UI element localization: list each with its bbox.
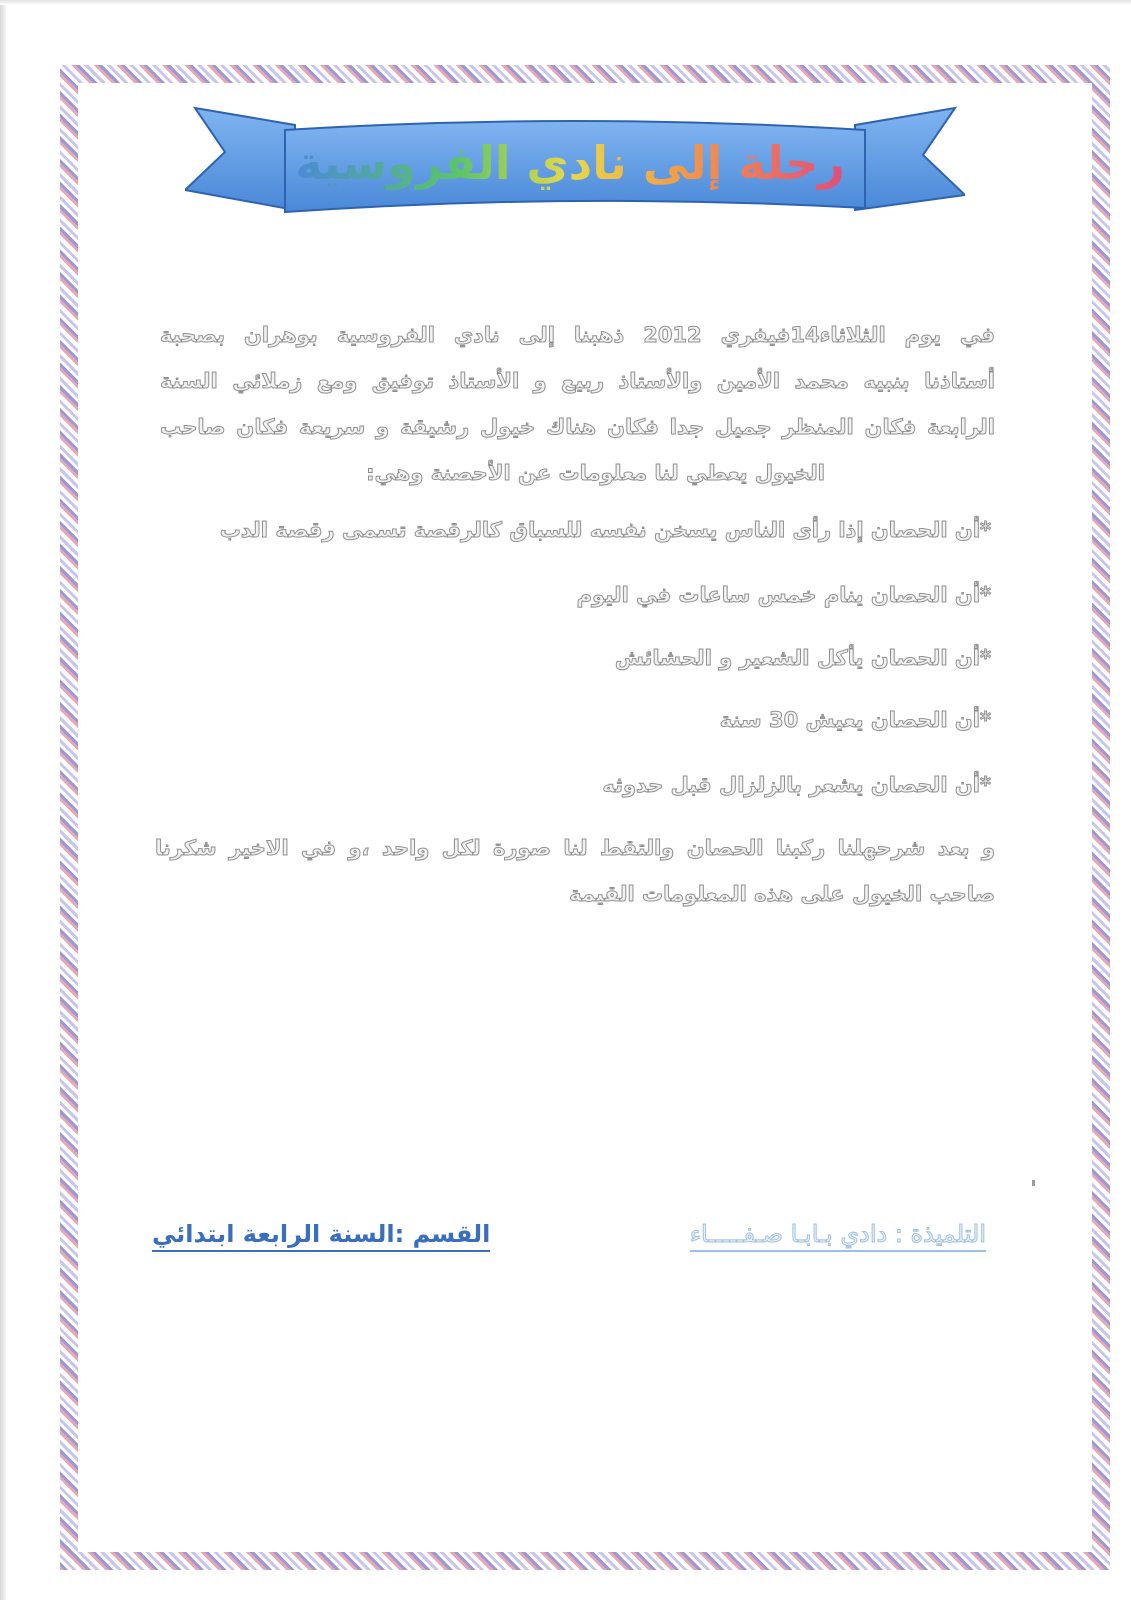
intro-line: أستاذنا بنبيه محمد الأمين والأستاذ ربيع و الأستاذ توفيق ومع زملائي السنة <box>160 369 995 393</box>
fact-item: *أن الحصان يعيش 30 سنة <box>719 708 991 732</box>
page-title: رحلة إلى نادي الفروسية <box>290 128 850 198</box>
scan-edge-left <box>0 0 6 1600</box>
scan-speck <box>1032 1180 1035 1186</box>
closing-line: صاحب الخيول على هذه المعلومات القيمة <box>569 882 995 906</box>
class-label: القسم :السنة الرابعة ابتدائي <box>152 1220 490 1252</box>
intro-line: الرابعة فكان المنظر جميل جدا فكان هناك خيول رشيقة و سريعة فكان صاحب <box>160 415 995 439</box>
fact-item: *أن الحصان إذا رأى الناس يسخن نفسه للسباق كالرقصة تسمى رقصة الدب <box>219 518 991 542</box>
intro-line: في يوم الثلاثاء14فيفري 2012 ذهبنا إلى نادي الفروسية بوهران بصحبة <box>160 323 995 347</box>
closing-line: و بعد شرحهلنا ركبنا الحصان والتقط لنا صورة لكل واحد ،و في الاخير شكرنا <box>155 836 995 860</box>
intro-line: الخيول يعطي لنا معلومات عن الأحصنة وهي: <box>366 461 825 485</box>
fact-item: *أن الحصان يشعر بالزلزال قبل حدوثه <box>602 773 991 797</box>
closing-paragraph <box>155 825 995 917</box>
scan-edge-top <box>0 0 1131 5</box>
fact-item: *أن الحصان ينام خمس ساعات في اليوم <box>576 583 991 607</box>
intro-paragraph <box>160 312 995 496</box>
student-name: التلميذة : دادي بـابـا صـفـــــاء <box>690 1220 986 1252</box>
decorative-border <box>60 65 1110 1570</box>
fact-item: *أن الحصان يأكل الشعير و الحشائش <box>614 646 991 670</box>
